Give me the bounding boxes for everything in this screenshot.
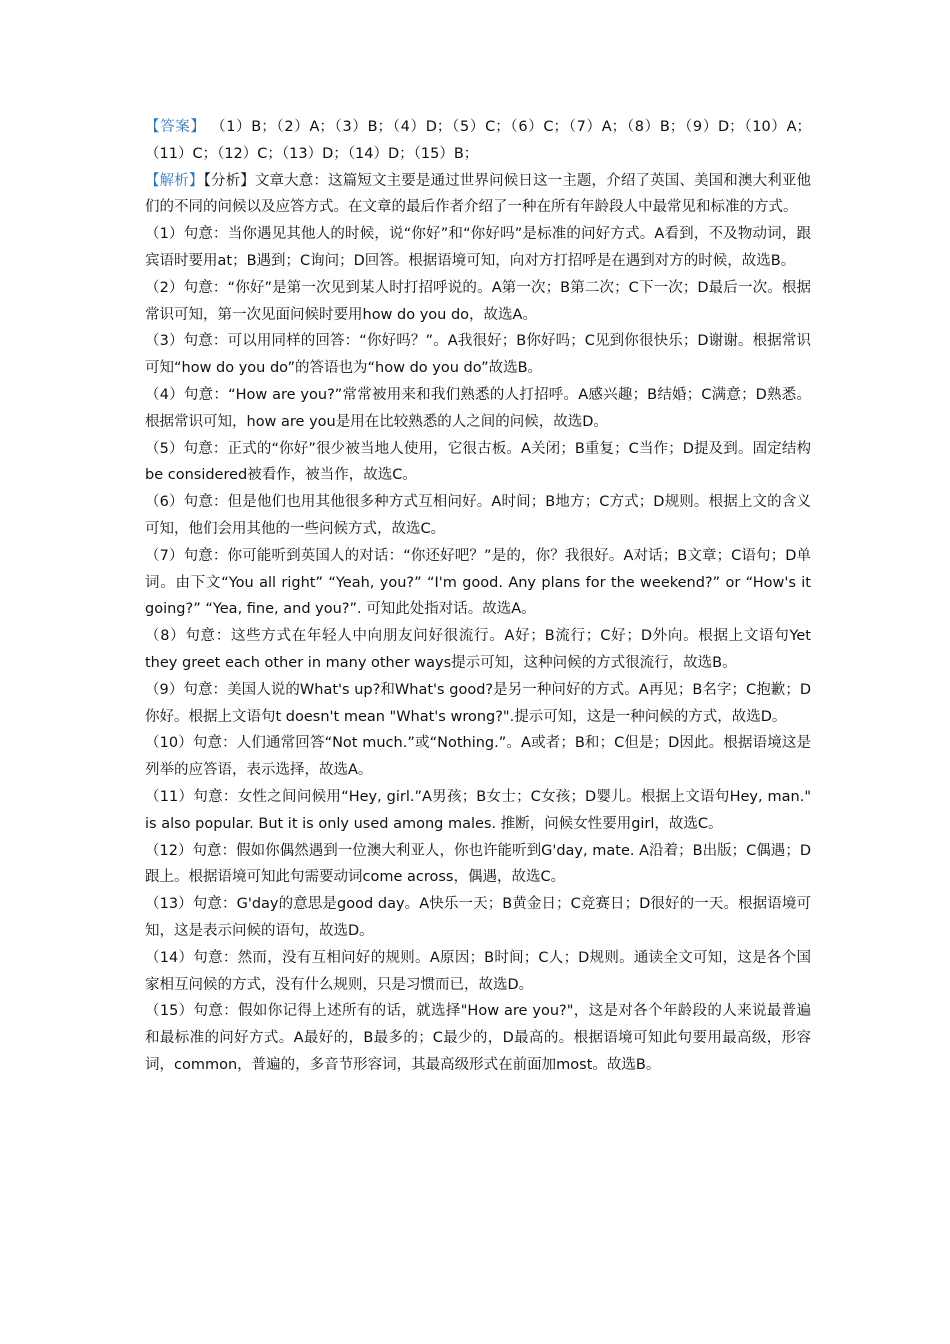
analysis-item-6: （6）句意：但是他们也用其他很多种方式互相问好。A时间；B地方；C方式；D规则。根据上文的含义可知，他们会用其他的一些问候方式，故选C。 (145, 494, 811, 537)
analysis-item-10: （10）句意：人们通常回答“Not much.”或“Nothing.”。A或者；B和；C但是；D因此。根据语境这是列举的应答语，表示选择，故选A。 (145, 735, 811, 779)
analysis-item-2: （2）句意：“你好”是第一次见到某人时打招呼说的。A第一次；B第二次；C下一次；D最后一次。根据常识可知，第一次见面问候时要用how do you do，故选A。 (145, 279, 811, 323)
analysis-lead: 【分析】文章大意：这篇短文主要是通过世界问候日这一主题，介绍了英国、美国和澳大利亚他们的不同的问候以及应答方式。在文章的最后作者介绍了一种在所有年龄段人中最常见和标准的方式。 (145, 172, 812, 216)
analysis-item-8: （8）句意：这些方式在年轻人中向朋友问好很流行。A好；B流行；C好；D外向。根据上文语句Yet they greet each other in many other ways提示可知，这种问候的方式很流行，故选B。 (145, 628, 811, 671)
analysis-item-7: （7）句意：你可能听到英国人的对话：“你还好吧？”是的，你？我很好。A对话；B文章；C语句；D单词。由下文“You all right” “Yeah, you?” “I'm good. Any plans for the weekend?” or “How's it going?” “Yea, fine, and you?”. 可知此处指对话。故选A。 (145, 547, 811, 618)
analysis-tag: 【解析】 (145, 172, 204, 189)
analysis-item-4: （4）句意：“How are you?”常常被用来和我们熟悉的人打招呼。A感兴趣；B结婚；C满意；D熟悉。根据常识可知，how are you是用在比较熟悉的人之间的问候，故选D。 (145, 386, 811, 430)
analysis-item-5: （5）句意：正式的“你好”很少被当地人使用，它很古板。A关闭；B重复；C当作；D提及到。固定结构be considered被看作，被当作，故选C。 (145, 440, 811, 484)
answer-paragraph (145, 114, 811, 168)
answer-text: （1）B；（2）A；（3）B；（4）D；（5）C；（6）C；（7）A；（8）B；（9）D；（10）A；（11）C；（12）C；（13）D；（14）D；（15）B； (145, 119, 812, 162)
analysis-item-15: （15）句意：假如你记得上述所有的话，就选择"How are you?"，这是对各个年龄段的人来说最普遍和最标准的问好方式。A最好的，B最多的；C最少的，D最高的。根据语境可知此句要用最高级，形容词，common，普遍的，多音节形容词，其最高级形式在前面加most。故选B。 (145, 1003, 811, 1073)
analysis-item-12: （12）句意：假如你偶然遇到一位澳大利亚人，你也许能听到G'day, mate. A沿着；B出版；C偶遇；D跟上。根据语境可知此句需要动词come across，偶遇，故选C。 (145, 842, 811, 886)
analysis-item-1: （1）句意：当你遇见其他人的时候，说“你好”和“你好吗”是标准的问好方式。A看到，不及物动词，跟宾语时要用at；B遇到；C询问；D回答。根据语境可知，向对方打招呼是在遇到对方的时候，故选B。 (145, 226, 811, 269)
analysis-item-14: （14）句意：然而，没有互相问好的规则。A原因；B时间；C人；D规则。通读全文可知，这是各个国家相互问候的方式，没有什么规则，只是习惯而已，故选D。 (145, 949, 811, 993)
document-page (145, 114, 811, 1079)
analysis-item-11: （11）句意：女性之间问候用“Hey, girl.”A男孩；B女士；C女孩；D婴儿。根据上文语句Hey, man." is also popular. But it is only used among males. 推断，问候女性要用girl，故选C。 (145, 788, 811, 832)
analysis-item-9: （9）句意：美国人说的What's up?和What's good?是另一种问好的方式。A再见；B名字；C抱歉；D你好。根据上文语句t doesn't mean "What's wrong?".提示可知，这是一种问候的方式，故选D。 (145, 681, 811, 725)
analysis-item-13: （13）句意：G'day的意思是good day。A快乐一天；B黄金日；C竞赛日；D很好的一天。根据语境可知，这是表示问候的语句，故选D。 (145, 896, 811, 939)
analysis-paragraph (145, 168, 811, 222)
analysis-item-3: （3）句意：可以用同样的回答：“你好吗？”。A我很好；B你好吗；C见到你很快乐；D谢谢。根据常识可知“how do you do”的答语也为“how do you do”故选B。 (145, 333, 811, 377)
answer-tag: 【答案】 (145, 119, 206, 135)
